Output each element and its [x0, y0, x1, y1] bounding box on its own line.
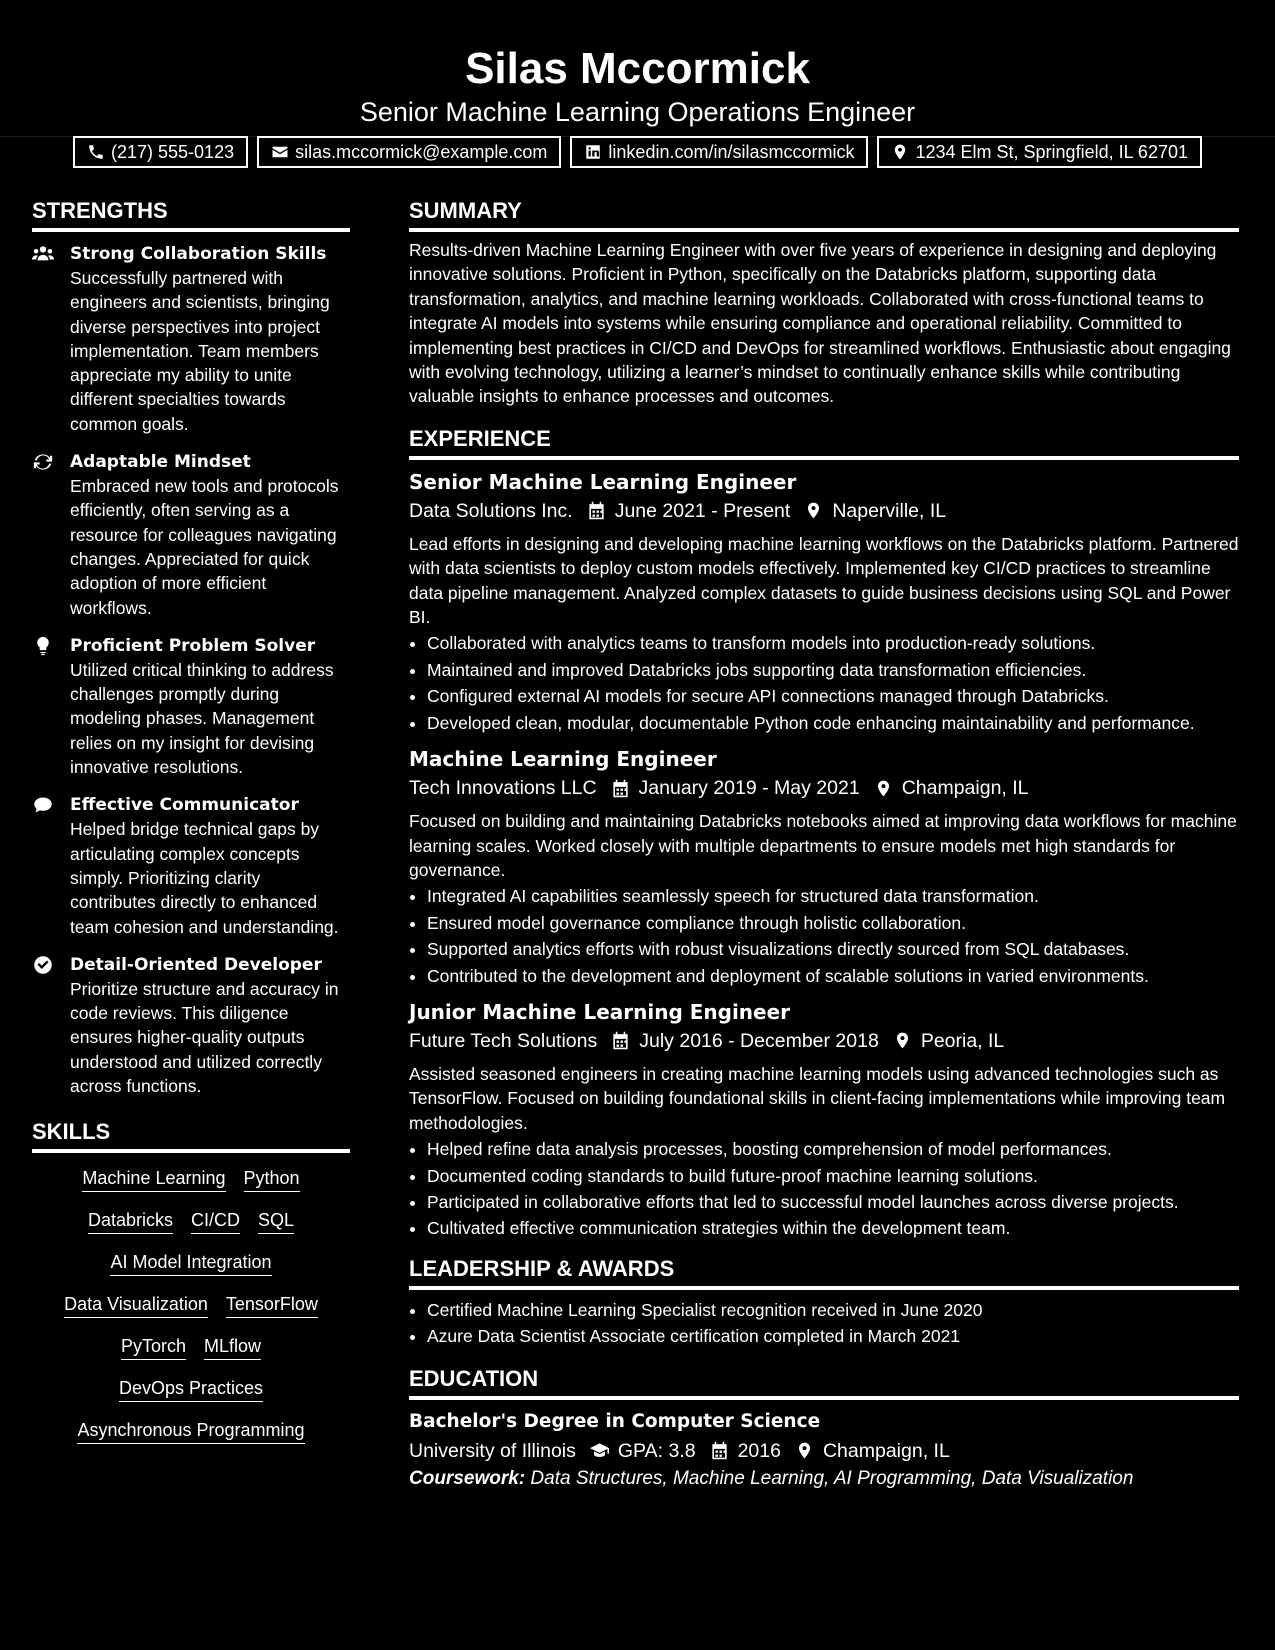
map-marker-icon: [891, 143, 909, 161]
candidate-name: Silas Mccormick: [465, 44, 810, 93]
job-dates: June 2021 - Present: [614, 499, 791, 522]
coursework-label: Coursework:: [409, 1467, 526, 1489]
skill-row: [32, 1419, 350, 1444]
check-circle-icon: [32, 955, 54, 975]
job-description: Assisted seasoned engineers in creating machine learning models using advanced technologies such as TensorFlow. Focused on building foundational skills in client-facing implementations while improving team methodologies.: [409, 1063, 1226, 1133]
job-bullets: [409, 884, 1239, 988]
strength-desc: Prioritize structure and accuracy in code reviews. This diligence ensures higher-quality outputs understood and utilized correctly across functions.: [70, 978, 339, 1097]
lightbulb-icon: [32, 636, 54, 656]
strength-desc: Helped bridge technical gaps by articulating complex concepts simply. Prioritizing clarity contributes directly to enhanced team cohesion and understanding.: [70, 819, 339, 937]
strengths-heading: STRENGTHS: [32, 197, 350, 232]
contact-address[interactable]: [877, 136, 1202, 168]
linkedin-icon: [584, 143, 602, 161]
summary-text: Results-driven Machine Learning Engineer with over five years of experience in designing and deploying innovative solutions. Proficient in Python, specifically on the Databricks platform, supporting data transformation, analytics, and machine learning workloads. Collaborated with cross-functional teams to integrate AI models into systems while ensuring compliance and operational reliability. Committed to implementing best practices in CI/CD and DevOps for streamlined workflows. Enthusiastic about engaging with evolving technology, utilizing a learner’s mindset to continually enhance skills while contributing valuable insights to enhance processes and outcomes.: [409, 240, 1231, 407]
job-dates: July 2016 - December 2018: [639, 1029, 879, 1052]
map-marker-icon: [874, 779, 893, 798]
strength-desc: Embraced new tools and protocols efficiently, often serving as a resource for colleagues navigating changes. Appreciated for quick adoption of more efficient workflows.: [70, 476, 339, 618]
phone-icon: [87, 143, 105, 161]
job-bullet: • Documented coding standards to build future-proof machine learning solutions.: [427, 1164, 1239, 1188]
strength-item: [32, 793, 350, 938]
skill-row: [32, 1377, 350, 1402]
job-meta: [409, 773, 1239, 803]
job-dates: January 2019 - May 2021: [638, 777, 860, 800]
job-description: Focused on building and maintaining Databricks notebooks aimed at improving data workflows for machine learning scales. Worked closely with multiple departments to ensure models met high standards for governance.: [409, 811, 1237, 880]
strength-item: [32, 242, 350, 436]
experience-entry: [409, 468, 1239, 735]
job-bullet: • Collaborated with analytics teams to transform models into production-ready solutions.: [427, 631, 1239, 655]
job-meta: [409, 496, 1239, 526]
job-bullet: • Supported analytics efforts with robust visualizations directly sourced from SQL databases.: [427, 937, 1239, 961]
job-location: Naperville, IL: [832, 499, 947, 522]
strength-desc: Utilized critical thinking to address challenges promptly during modeling phases. Management relies on my insight for devising innovative resolutions.: [70, 659, 334, 778]
skills-heading: SKILLS: [32, 1118, 350, 1153]
job-role: Machine Learning Engineer: [409, 747, 717, 772]
users-icon: [32, 244, 54, 264]
skill-tag: Databricks: [88, 1209, 173, 1234]
strength-title: Detail-Oriented Developer: [70, 954, 322, 975]
phone-text: (217) 555-0123: [111, 142, 235, 162]
experience-entry: [409, 745, 1239, 988]
skill-tag: Python: [244, 1167, 300, 1192]
job-bullets: [409, 1137, 1239, 1241]
skill-tag: AI Model Integration: [110, 1251, 271, 1276]
strength-title: Adaptable Mindset: [70, 452, 251, 473]
job-company: Tech Innovations LLC: [409, 777, 597, 800]
candidate-title: Senior Machine Learning Operations Engineer: [359, 97, 916, 127]
contact-linkedin[interactable]: [570, 136, 868, 168]
education-year: 2016: [737, 1439, 781, 1462]
job-bullets: [409, 631, 1239, 735]
job-bullet: • Integrated AI capabilities seamlessly speech for structured data transformation.: [427, 884, 1239, 908]
contact-bar: [0, 136, 1275, 168]
map-marker-icon: [893, 1031, 912, 1050]
skill-row: [32, 1293, 350, 1318]
email-text: silas.mccormick@example.com: [295, 142, 548, 162]
education-gpa: GPA: 3.8: [617, 1439, 696, 1462]
strength-title: Effective Communicator: [70, 795, 299, 816]
job-location: Champaign, IL: [901, 777, 1029, 800]
job-meta: [409, 1026, 1239, 1056]
job-bullet: • Helped refine data analysis processes, boosting comprehension of model performances.: [427, 1137, 1239, 1161]
contact-phone[interactable]: [73, 136, 248, 168]
skill-tag: SQL: [258, 1209, 294, 1234]
calendar-icon: [611, 779, 630, 798]
linkedin-text: linkedin.com/in/silasmccormick: [608, 142, 855, 162]
skill-tag: PyTorch: [121, 1335, 186, 1360]
education-meta: [409, 1436, 1239, 1466]
experience-heading: EXPERIENCE: [409, 425, 1239, 460]
skill-tag: TensorFlow: [226, 1293, 318, 1318]
address-text: 1234 Elm St, Springfield, IL 62701: [915, 142, 1188, 162]
skill-tag: DevOps Practices: [119, 1377, 263, 1402]
skill-row: [32, 1209, 350, 1234]
map-marker-icon: [804, 501, 823, 520]
skill-tag: Data Visualization: [64, 1293, 208, 1318]
experience-entry: [409, 998, 1239, 1241]
strength-title: Strong Collaboration Skills: [70, 244, 327, 264]
strength-item: [32, 450, 350, 620]
graduation-cap-icon: [590, 1441, 609, 1460]
job-bullet: • Configured external AI models for secure API connections managed through Databricks.: [427, 684, 1239, 708]
education-degree: Bachelor's Degree in Computer Science: [409, 1410, 821, 1432]
sync-icon: [32, 452, 54, 472]
leadership-item: • Azure Data Scientist Associate certification completed in March 2021: [427, 1324, 1239, 1348]
job-location: Peoria, IL: [920, 1029, 1005, 1052]
job-company: Data Solutions Inc.: [409, 499, 573, 522]
skill-tag: MLflow: [204, 1335, 261, 1360]
resume-header: [0, 0, 1275, 162]
envelope-icon: [271, 143, 289, 161]
strength-item: [32, 634, 350, 779]
job-bullet: • Contributed to the development and deployment of scalable solutions in varied environments.: [427, 964, 1239, 988]
job-bullet: • Maintained and improved Databricks jobs supporting data transformation efficiencies.: [427, 658, 1239, 682]
leadership-heading: LEADERSHIP & AWARDS: [409, 1255, 1239, 1290]
strength-desc: Successfully partnered with engineers and scientists, bringing diverse perspectives into project implementation. Team members appreciate my ability to unite different specialties towards common goals.: [70, 268, 330, 434]
map-marker-icon: [795, 1441, 814, 1460]
job-description: Lead efforts in designing and developing machine learning workflows on the Databricks platform. Partnered with data scientists to deploy custom models effectively. Implemented key CI/CD practices to streamline data pipeline management. Analyzed complex datasets to guide business decisions using SQL and Power BI.: [409, 533, 1239, 628]
job-company: Future Tech Solutions: [409, 1029, 598, 1052]
skill-row: [32, 1167, 350, 1192]
calendar-icon: [611, 1031, 630, 1050]
education-coursework: [409, 1466, 1239, 1492]
coursework-list: Data Structures, Machine Learning, AI Programming, Data Visualization: [530, 1467, 1134, 1489]
leadership-list: [409, 1298, 1239, 1349]
education-location: Champaign, IL: [822, 1439, 950, 1462]
calendar-icon: [587, 501, 606, 520]
comment-icon: [32, 795, 54, 815]
summary-heading: SUMMARY: [409, 197, 1239, 232]
education-entry: [409, 1436, 1239, 1466]
skill-tag: CI/CD: [191, 1209, 240, 1234]
skills-section: [32, 1118, 350, 1444]
job-role: Senior Machine Learning Engineer: [409, 469, 797, 494]
left-column: [32, 197, 350, 1461]
calendar-icon: [710, 1441, 729, 1460]
right-column: [409, 197, 1239, 1492]
skill-row: [32, 1335, 350, 1360]
strength-item: [32, 953, 350, 1098]
education-heading: EDUCATION: [409, 1365, 1239, 1400]
job-role: Junior Machine Learning Engineer: [409, 999, 791, 1024]
leadership-item: • Certified Machine Learning Specialist recognition received in June 2020: [427, 1298, 1239, 1322]
job-bullet: • Developed clean, modular, documentable Python code enhancing maintainability and performance.: [427, 711, 1239, 735]
contact-email[interactable]: [257, 136, 561, 168]
education-school: University of Illinois: [409, 1439, 576, 1462]
skill-row: [32, 1251, 350, 1276]
strength-title: Proficient Problem Solver: [70, 635, 316, 656]
skill-tag: Asynchronous Programming: [77, 1419, 304, 1444]
skill-tag: Machine Learning: [82, 1167, 225, 1192]
job-bullet: • Participated in collaborative efforts that led to successful model launches across diverse projects.: [427, 1190, 1239, 1214]
job-bullet: • Ensured model governance compliance through holistic collaboration.: [427, 911, 1239, 935]
job-bullet: • Cultivated effective communication strategies within the development team.: [427, 1216, 1239, 1240]
